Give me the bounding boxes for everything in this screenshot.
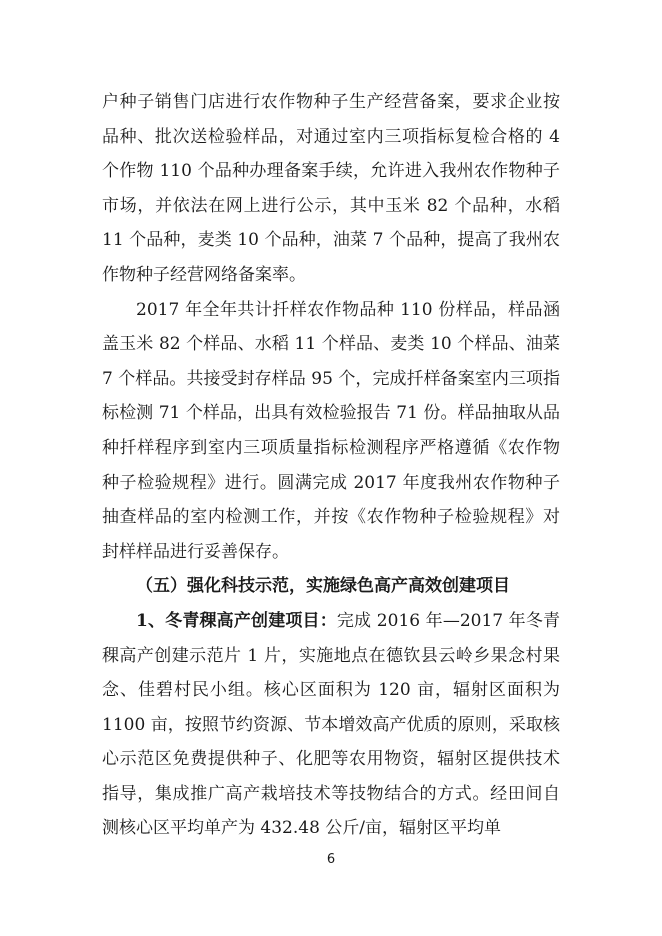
page-number: 6 bbox=[326, 852, 336, 867]
subsection-label: 1、冬青稞高产创建项目： bbox=[136, 610, 337, 631]
paragraph-highland-barley-project bbox=[102, 604, 560, 846]
paragraph-seed-store-registration: 户种子销售门店进行农作物种子生产经营备案，要求企业按品种、批次送检验样品，对通过室内三项指标复检合格的 4 个作物 110 个品种办理备案手续，允许进入我州农作物种子市场，并依法在网上进行公示，其中玉米 82 个品种，水稻 11 个品种，麦类 10 个品种，油菜 7 个品种，提高了我州农作物种子经营网络备案率。 bbox=[102, 92, 560, 285]
paragraph-sampling-summary: 2017 年全年共计扦样农作物品种 110 份样品，样品涵盖玉米 82 个样品、水稻 11 个样品、麦类 10 个样品、油菜 7 个样品。共接受封存样品 95 个，完成扦样备案室内三项指标检测 71 个样品，出具有效检验报告 71 份。样品抽取从品种扦样程序到室内三项质量指标检测程序严格遵循《农作物种子检验规程》进行。圆满完成 2017 年度我州农作物种子抽查样品的室内检测工作，并按《农作物种子检验规程》对封样样品进行妥善保存。 bbox=[102, 299, 560, 562]
document-body bbox=[102, 85, 560, 846]
section-heading: （五）强化科技示范，实施绿色高产高效创建项目 bbox=[136, 576, 510, 597]
subsection-text: 完成 2016 年—2017 年冬青稞高产创建示范片 1 片，实施地点在德钦县云岭乡果念村果念、佳碧村民小组。核心区面积为 120 亩，辐射区面积为 1100 亩，按照节约资源、节本增效高产优质的原则，采取核心示范区免费提供种子、化肥等农用物资，辐射区提供技术指导，集成推广高产栽培技术等技物结合的方式。经田间自测核心区平均单产为 432.48 公斤/亩，辐射区平均单 bbox=[102, 610, 560, 839]
